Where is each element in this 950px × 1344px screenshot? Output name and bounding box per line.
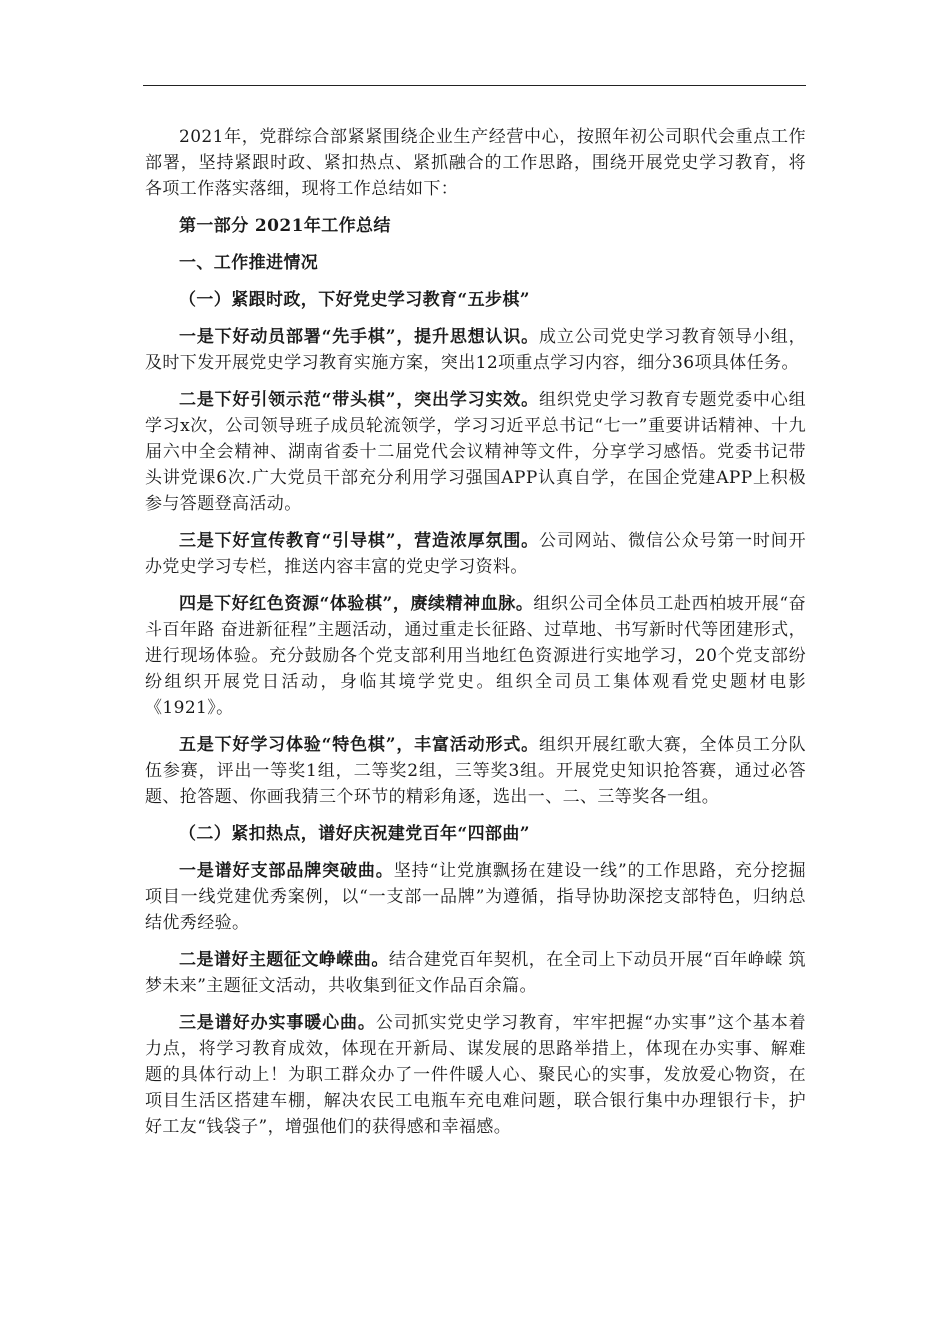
- paragraph-lead: 一是谱好支部品牌突破曲。: [179, 861, 394, 881]
- paragraph-text: 坚持“让党旗飘扬在建设一线”的工作思路，充分挖掘项目一线党建优秀案例，以“一支部一品牌”为遵循，指导协助深挖支部特色，归纳总结优秀经验。: [145, 861, 806, 933]
- paragraph-2-1: [145, 858, 806, 936]
- paragraph-1-1: [145, 324, 806, 376]
- document-body: [145, 124, 806, 1151]
- paragraph-text: 组织开展红歌大赛，全体员工分队伍参赛，评出一等奖1组，二等奖2组，三等奖3组。开展党史知识抢答赛，通过必答题、抢答题、你画我猜三个环节的精彩角逐，选出一、二、三等奖各一组。: [145, 735, 806, 807]
- paragraph-lead: 三是下好宣传教育“引导棋”，营造浓厚氛围。: [179, 531, 539, 551]
- paragraph-2-2: [145, 947, 806, 999]
- subsection-title-2: （二）紧扣热点，谱好庆祝建党百年“四部曲”: [179, 824, 530, 844]
- paragraph-text: 公司网站、微信公众号第一时间开办党史学习专栏，推送内容丰富的党史学习资料。: [145, 531, 806, 577]
- paragraph-1-3: [145, 528, 806, 580]
- paragraph-lead: 一是下好动员部署“先手棋”，提升思想认识。: [179, 327, 539, 347]
- part-title: 第一部分 2021年工作总结: [179, 216, 391, 236]
- paragraph-text: 结合建党百年契机，在全司上下动员开展“百年峥嵘 筑梦未来”主题征文活动，共收集到征文作品百余篇。: [145, 950, 806, 996]
- header-rule: [143, 85, 806, 86]
- paragraph-text: 成立公司党史学习教育领导小组，及时下发开展党史学习教育实施方案，突出12项重点学习内容，细分36项具体任务。: [145, 327, 806, 373]
- paragraph-1-5: [145, 732, 806, 810]
- paragraph-text: 公司抓实党史学习教育，牢牢把握“办实事”这个基本着力点，将学习教育成效，体现在开新局、谋发展的思路举措上，体现在办实事、解难题的具体行动上！为职工群众办了一件件暖人心、聚民心的实事，发放爱心物资，在项目生活区搭建车棚，解决农民工电瓶车充电难问题，联合银行集中办理银行卡，护好工友“钱袋子”，增强他们的获得感和幸福感。: [145, 1013, 806, 1137]
- paragraph-lead: 二是下好引领示范“带头棋”，突出学习实效。: [179, 390, 539, 410]
- paragraph-lead: 四是下好红色资源“体验棋”，赓续精神血脉。: [179, 594, 534, 614]
- paragraph-1-4: [145, 591, 806, 721]
- paragraph-lead: 二是谱好主题征文峥嵘曲。: [179, 950, 389, 970]
- section-title: 一、工作推进情况: [179, 253, 319, 273]
- paragraph-text: 组织公司全体员工赴西柏坡开展“奋斗百年路 奋进新征程”主题活动，通过重走长征路、过草地、书写新时代等团建形式，进行现场体验。充分鼓励各个党支部利用当地红色资源进行实地学习，20个党支部纷纷组织开展党日活动，身临其境学党史。组织全司员工集体观看党史题材电影《1921》。: [145, 594, 806, 718]
- intro-paragraph: 2021年，党群综合部紧紧围绕企业生产经营中心，按照年初公司职代会重点工作部署，坚持紧跟时政、紧扣热点、紧抓融合的工作思路，围绕开展党史学习教育，将各项工作落实落细，现将工作总结如下：: [145, 127, 806, 199]
- paragraph-lead: 三是谱好办实事暖心曲。: [179, 1013, 376, 1033]
- paragraph-2-3: [145, 1010, 806, 1140]
- subsection-title-1: （一）紧跟时政，下好党史学习教育“五步棋”: [179, 290, 530, 310]
- paragraph-text: 组织党史学习教育专题党委中心组学习x次，公司领导班子成员轮流领学，学习习近平总书记“七一”重要讲话精神、十九届六中全会精神、湖南省委十二届党代会议精神等文件，分享学习感悟。党委书记带头讲党课6次.广大党员干部充分利用学习强国APP认真自学，在国企党建APP上积极参与答题登高活动。: [145, 390, 806, 514]
- paragraph-1-2: [145, 387, 806, 517]
- paragraph-lead: 五是下好学习体验“特色棋”，丰富活动形式。: [179, 735, 539, 755]
